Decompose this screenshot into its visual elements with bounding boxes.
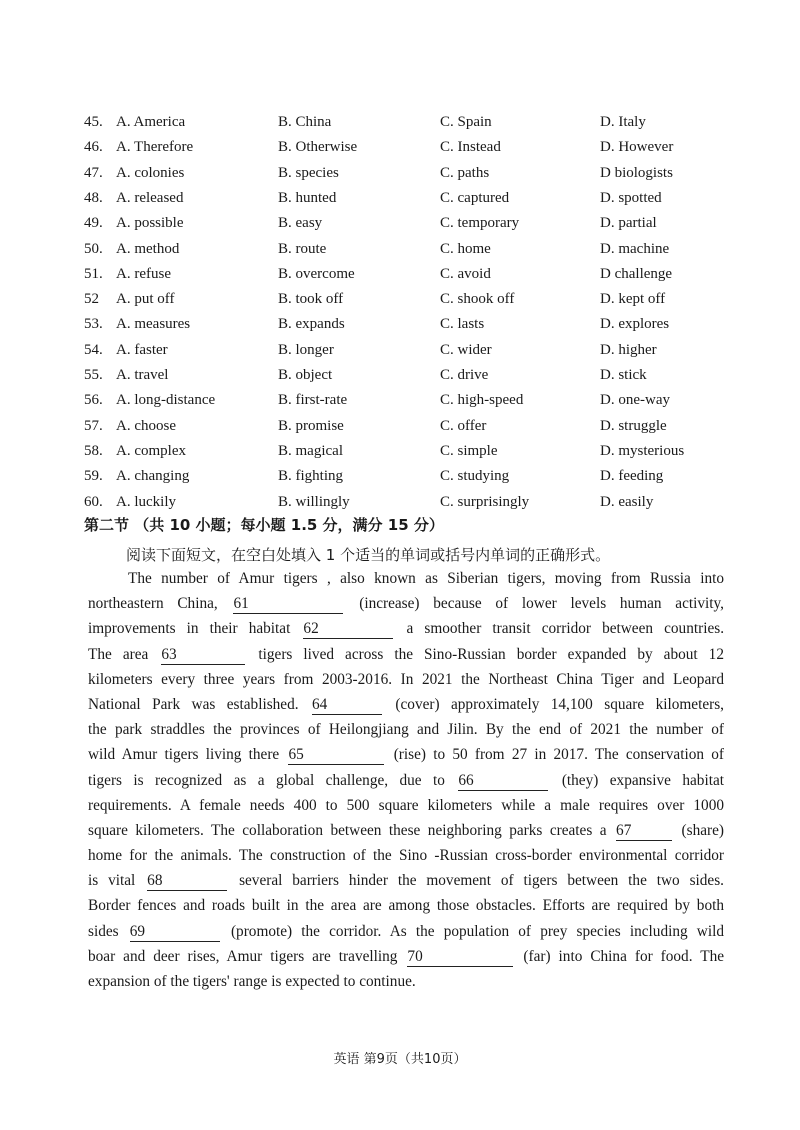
answer-blank[interactable]: 66	[458, 772, 548, 791]
option-a: A. refuse	[116, 265, 171, 282]
option-c: C. high-speed	[440, 392, 524, 409]
passage-line	[88, 793, 724, 818]
option-d: D. mysterious	[600, 442, 685, 459]
passage-line	[88, 566, 724, 591]
answer-blank[interactable]: 62	[303, 620, 393, 639]
passage-text: (rise) to 50 from 27 in 2017. The conservation of	[393, 746, 724, 764]
passage-text: (increase) because of lower levels human activity,	[359, 595, 724, 613]
option-row	[0, 215, 800, 239]
passage-line	[88, 616, 724, 641]
option-d: D. partial	[600, 215, 657, 232]
question-number-and-option-a: 59.	[84, 468, 103, 485]
passage-line	[88, 843, 724, 868]
option-d: D. Italy	[600, 114, 646, 130]
section-title: 第二节 （共 10 小题；每小题 1.5 分，满分 15 分）	[84, 516, 444, 534]
option-d: D. struggle	[600, 417, 667, 434]
passage-text: boar and deer rises, Amur tigers are travelling	[88, 947, 398, 965]
passage	[88, 566, 724, 994]
passage-text: expansion of the tigers' range is expected to continue.	[88, 973, 416, 990]
passage-line	[88, 591, 724, 616]
question-number-and-option-a: 54.	[84, 341, 103, 358]
answer-blank[interactable]: 63	[161, 646, 245, 665]
option-a: A. method	[116, 240, 180, 257]
option-d: D. feeding	[600, 468, 664, 485]
option-b: B. easy	[278, 215, 323, 232]
passage-line	[88, 717, 724, 742]
passage-text: The number of Amur tigers , also known as Siberian tigers, moving from Russia into	[128, 570, 724, 587]
passage-line	[88, 893, 724, 918]
option-c: C. shook off	[440, 291, 515, 308]
question-number-and-option-a: 46.	[84, 139, 103, 156]
question-number-and-option-a: 50.	[84, 240, 103, 257]
option-b: B. hunted	[278, 189, 337, 206]
question-number-and-option-a: 58.	[84, 442, 103, 459]
option-row	[0, 367, 800, 391]
option-row	[0, 114, 800, 138]
answer-blank[interactable]: 67	[616, 822, 672, 841]
option-a: A. colonies	[116, 164, 185, 181]
passage-text: (share)	[681, 821, 724, 839]
answer-blank[interactable]: 64	[312, 696, 382, 715]
option-row	[0, 443, 800, 467]
option-c: C. home	[440, 240, 491, 257]
passage-text: northeastern China,	[88, 595, 218, 613]
answer-blank[interactable]: 68	[147, 872, 227, 891]
passage-line	[88, 969, 724, 994]
passage-text: tigers lived across the Sino-Russian border expanded by about 12	[258, 645, 724, 663]
question-number-and-option-a: 53.	[84, 316, 103, 333]
option-c: C. temporary	[440, 215, 520, 232]
question-number-and-option-a: 47.	[84, 164, 103, 181]
passage-line	[88, 742, 724, 767]
option-row	[0, 266, 800, 290]
option-c: C. drive	[440, 367, 489, 383]
option-d: D. higher	[600, 341, 657, 358]
passage-text: Border fences and roads built in the area are among those obstacles. Efforts are required by both	[88, 897, 724, 915]
option-d: D biologists	[600, 164, 673, 181]
passage-text: sides	[88, 922, 119, 940]
option-d: D. kept off	[600, 291, 666, 308]
passage-line	[88, 944, 724, 969]
passage-text: The area	[88, 645, 149, 663]
passage-text: (promote) the corridor. As the population of prey species including wild	[230, 922, 725, 940]
option-d: D. easily	[600, 493, 654, 510]
option-c: C. studying	[440, 468, 510, 485]
page-footer: 英语 第9页（共10页）	[333, 1052, 467, 1067]
option-c: C. simple	[440, 442, 498, 459]
option-a: A. Therefore	[116, 139, 194, 156]
answer-blank[interactable]: 65	[288, 746, 384, 765]
option-b: B. overcome	[278, 265, 355, 282]
question-number-and-option-a: 51.	[84, 265, 103, 282]
passage-text: is vital	[88, 872, 136, 890]
passage-line	[88, 818, 724, 843]
option-d: D. one-way	[600, 392, 670, 409]
option-a: A. released	[116, 189, 184, 206]
option-a: A. complex	[116, 442, 186, 459]
option-row	[0, 418, 800, 442]
passage-line	[88, 868, 724, 893]
option-a: A. travel	[116, 367, 169, 383]
option-a: A. measures	[116, 316, 191, 333]
passage-text: (they) expansive habitat	[561, 771, 724, 789]
option-d: D. However	[600, 139, 674, 156]
passage-text: the park straddles the provinces of Heilongjiang and Jilin. By the end of 2021 the number of	[88, 721, 724, 739]
question-number-and-option-a: 55.	[84, 367, 103, 383]
option-a: A. America	[116, 114, 186, 130]
passage-text: (far) into China for food. The	[523, 947, 725, 965]
option-row	[0, 139, 800, 163]
option-row	[0, 190, 800, 214]
passage-line	[88, 667, 724, 692]
passage-text: square kilometers. The collaboration between these neighboring parks creates a	[88, 821, 607, 839]
passage-text: improvements in their habitat	[88, 620, 291, 638]
option-d: D. stick	[600, 367, 647, 383]
passage-text: several barriers hinder the movement of tigers between the two sides.	[239, 872, 724, 890]
passage-text: home for the animals. The construction of the Sino -Russian cross-border environmental corridor	[88, 847, 724, 865]
question-number-and-option-a: 49.	[84, 215, 103, 232]
option-c: C. Instead	[440, 139, 501, 156]
option-d: D. explores	[600, 316, 670, 333]
passage-line	[88, 692, 724, 717]
answer-blank[interactable]: 69	[130, 923, 220, 942]
question-number-and-option-a: 45.	[84, 114, 103, 130]
option-c: C. wider	[440, 341, 492, 358]
question-number-and-option-a: 52	[84, 291, 99, 308]
option-b: B. object	[278, 367, 333, 383]
passage-text: a smoother transit corridor between countries.	[406, 620, 725, 638]
option-a: A. luckily	[116, 493, 176, 510]
option-b: B. longer	[278, 341, 334, 358]
option-b: B. first-rate	[278, 392, 348, 409]
option-c: C. surprisingly	[440, 493, 530, 510]
option-b: B. took off	[278, 291, 344, 308]
option-d: D. machine	[600, 240, 670, 257]
question-number-and-option-a: 57.	[84, 417, 103, 434]
passage-text: National Park was established.	[88, 695, 299, 713]
question-number-and-option-a: 56.	[84, 392, 103, 409]
option-c: C. avoid	[440, 265, 491, 282]
option-b: B. expands	[278, 316, 345, 333]
option-a: A. changing	[116, 468, 190, 485]
option-b: B. willingly	[278, 493, 350, 510]
passage-text: wild Amur tigers living there	[88, 746, 280, 764]
section-instruction: 阅读下面短文，在空白处填入 1 个适当的单词或括号内单词的正确形式。	[126, 546, 611, 564]
option-a: A. choose	[116, 417, 176, 434]
option-c: C. offer	[440, 417, 487, 434]
passage-text: (cover) approximately 14,100 square kilometers,	[395, 695, 724, 713]
option-d: D challenge	[600, 265, 673, 282]
option-b: B. route	[278, 240, 327, 257]
question-number-and-option-a: 60.	[84, 493, 103, 510]
option-row	[0, 291, 800, 315]
answer-blank[interactable]: 61	[233, 595, 343, 614]
answer-blank[interactable]: 70	[407, 948, 513, 967]
option-b: B. Otherwise	[278, 139, 358, 156]
question-number-and-option-a: 48.	[84, 189, 103, 206]
option-row	[0, 165, 800, 189]
option-c: C. Spain	[440, 114, 492, 130]
option-b: B. China	[278, 114, 332, 130]
option-a: A. put off	[116, 291, 175, 308]
option-b: B. magical	[278, 442, 343, 459]
option-a: A. possible	[116, 215, 184, 232]
option-a: A. faster	[116, 341, 168, 358]
passage-text: requirements. A female needs 400 to 500 square kilometers while a male requires over 1000	[88, 796, 724, 814]
passage-line	[88, 919, 724, 944]
option-a: A. long-distance	[116, 392, 216, 409]
option-c: C. lasts	[440, 316, 485, 333]
passage-text: kilometers every three years from 2003-2016. In 2021 the Northeast China Tiger and Leopard	[88, 670, 724, 688]
option-row	[0, 316, 800, 340]
passage-line	[88, 642, 724, 667]
option-d: D. spotted	[600, 189, 662, 206]
option-row	[0, 241, 800, 265]
passage-text: tigers is recognized as a global challenge, due to	[88, 771, 445, 789]
option-row	[0, 392, 800, 416]
option-b: B. fighting	[278, 468, 344, 485]
option-row	[0, 468, 800, 492]
option-b: B. species	[278, 164, 339, 181]
passage-line	[88, 768, 724, 793]
option-row	[0, 342, 800, 366]
option-c: C. captured	[440, 189, 510, 206]
option-b: B. promise	[278, 417, 344, 434]
option-c: C. paths	[440, 164, 490, 181]
